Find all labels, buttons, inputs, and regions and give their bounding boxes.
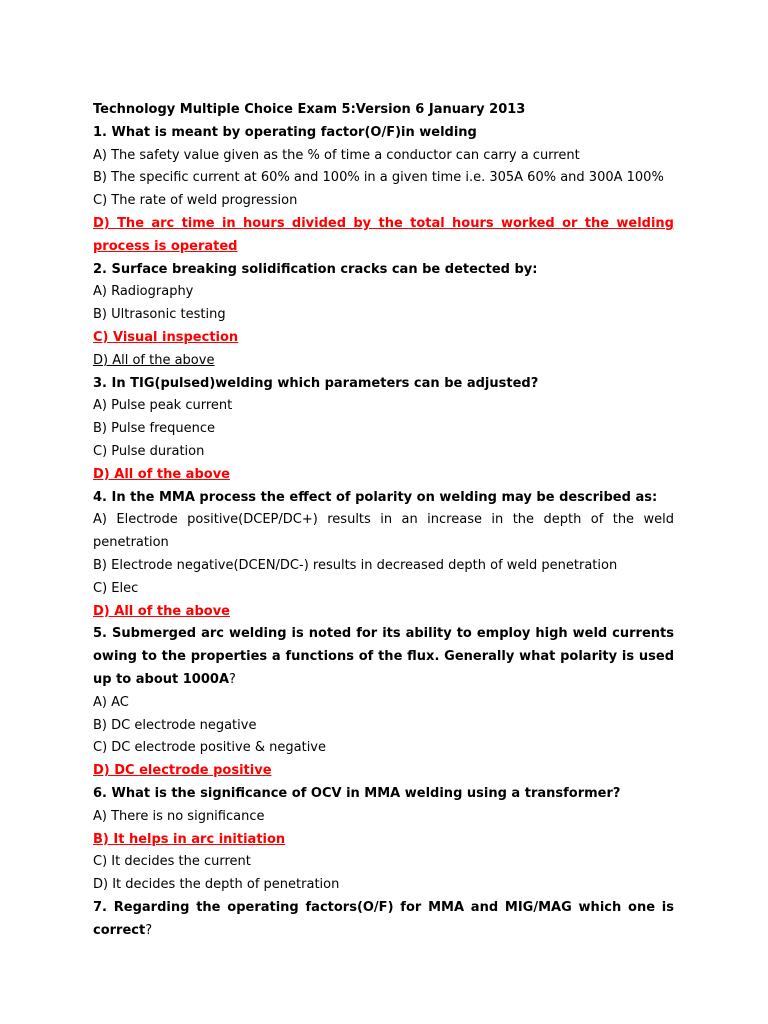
q4-option-d-answer: D) All of the above	[93, 603, 230, 619]
q6-option-a: A) There is no significance	[93, 808, 265, 824]
q2-option-a: A) Radiography	[93, 284, 194, 300]
question-5	[93, 623, 674, 691]
question-4: 4. In the MMA process the effect of polarity on welding may be described as:	[93, 489, 658, 505]
question-2: 2. Surface breaking solidification cracks can be detected by:	[93, 261, 538, 277]
q5-option-a: A) AC	[93, 694, 129, 710]
q2-option-b: B) Ultrasonic testing	[93, 307, 226, 323]
q5-option-c: C) DC electrode positive & negative	[93, 740, 326, 756]
q6-option-d: D) It decides the depth of penetration	[93, 877, 340, 893]
question-7-end: ?	[145, 922, 153, 938]
question-6: 6. What is the significance of OCV in MMA welding using a transformer?	[93, 785, 621, 801]
q1-option-c: C) The rate of weld progression	[93, 193, 298, 209]
q1-option-a: A) The safety value given as the % of time a conductor can carry a current	[93, 147, 580, 163]
question-7	[93, 897, 674, 943]
q1-option-d-answer: D) The arc time in hours divided by the total hours worked or the welding process is operated	[93, 215, 674, 254]
question-3: 3. In TIG(pulsed)welding which parameters can be adjusted?	[93, 375, 539, 391]
q4-option-a: A) Electrode positive(DCEP/DC+) results in an increase in the depth of the weld penetration	[93, 512, 674, 551]
q3-option-c: C) Pulse duration	[93, 443, 205, 459]
document-title: Technology Multiple Choice Exam 5:Version 6 January 2013	[93, 102, 526, 117]
q3-option-a: A) Pulse peak current	[93, 398, 233, 414]
q4-option-c: C) Elec	[93, 580, 139, 596]
question-5-end: ?	[229, 671, 236, 687]
question-7-text: 7. Regarding the operating factors(O/F) for MMA and MIG/MAG which one is correct	[93, 899, 674, 938]
q2-option-d: D) All of the above	[93, 352, 215, 368]
question-5-text: 5. Submerged arc welding is noted for its ability to employ high weld currents owing to the properties a functions of the flux. Generally what polarity is used up to about 1000A	[93, 626, 674, 687]
q6-option-b-answer: B) It helps in arc initiation	[93, 831, 286, 847]
q1-option-b: B) The specific current at 60% and 100% in a given time i.e. 305A 60% and 300A 100%	[93, 170, 664, 186]
q5-option-d-answer: D) DC electrode positive	[93, 763, 272, 779]
q3-option-d-answer: D) All of the above	[93, 466, 230, 482]
q5-option-b: B) DC electrode negative	[93, 717, 257, 733]
exam-content	[93, 99, 674, 942]
q6-option-c: C) It decides the current	[93, 854, 251, 870]
question-1: 1. What is meant by operating factor(O/F)in welding	[93, 124, 477, 140]
q4-option-b: B) Electrode negative(DCEN/DC-) results in decreased depth of weld penetration	[93, 557, 618, 573]
q3-option-b: B) Pulse frequence	[93, 421, 215, 437]
q2-option-c-answer: C) Visual inspection	[93, 329, 239, 345]
